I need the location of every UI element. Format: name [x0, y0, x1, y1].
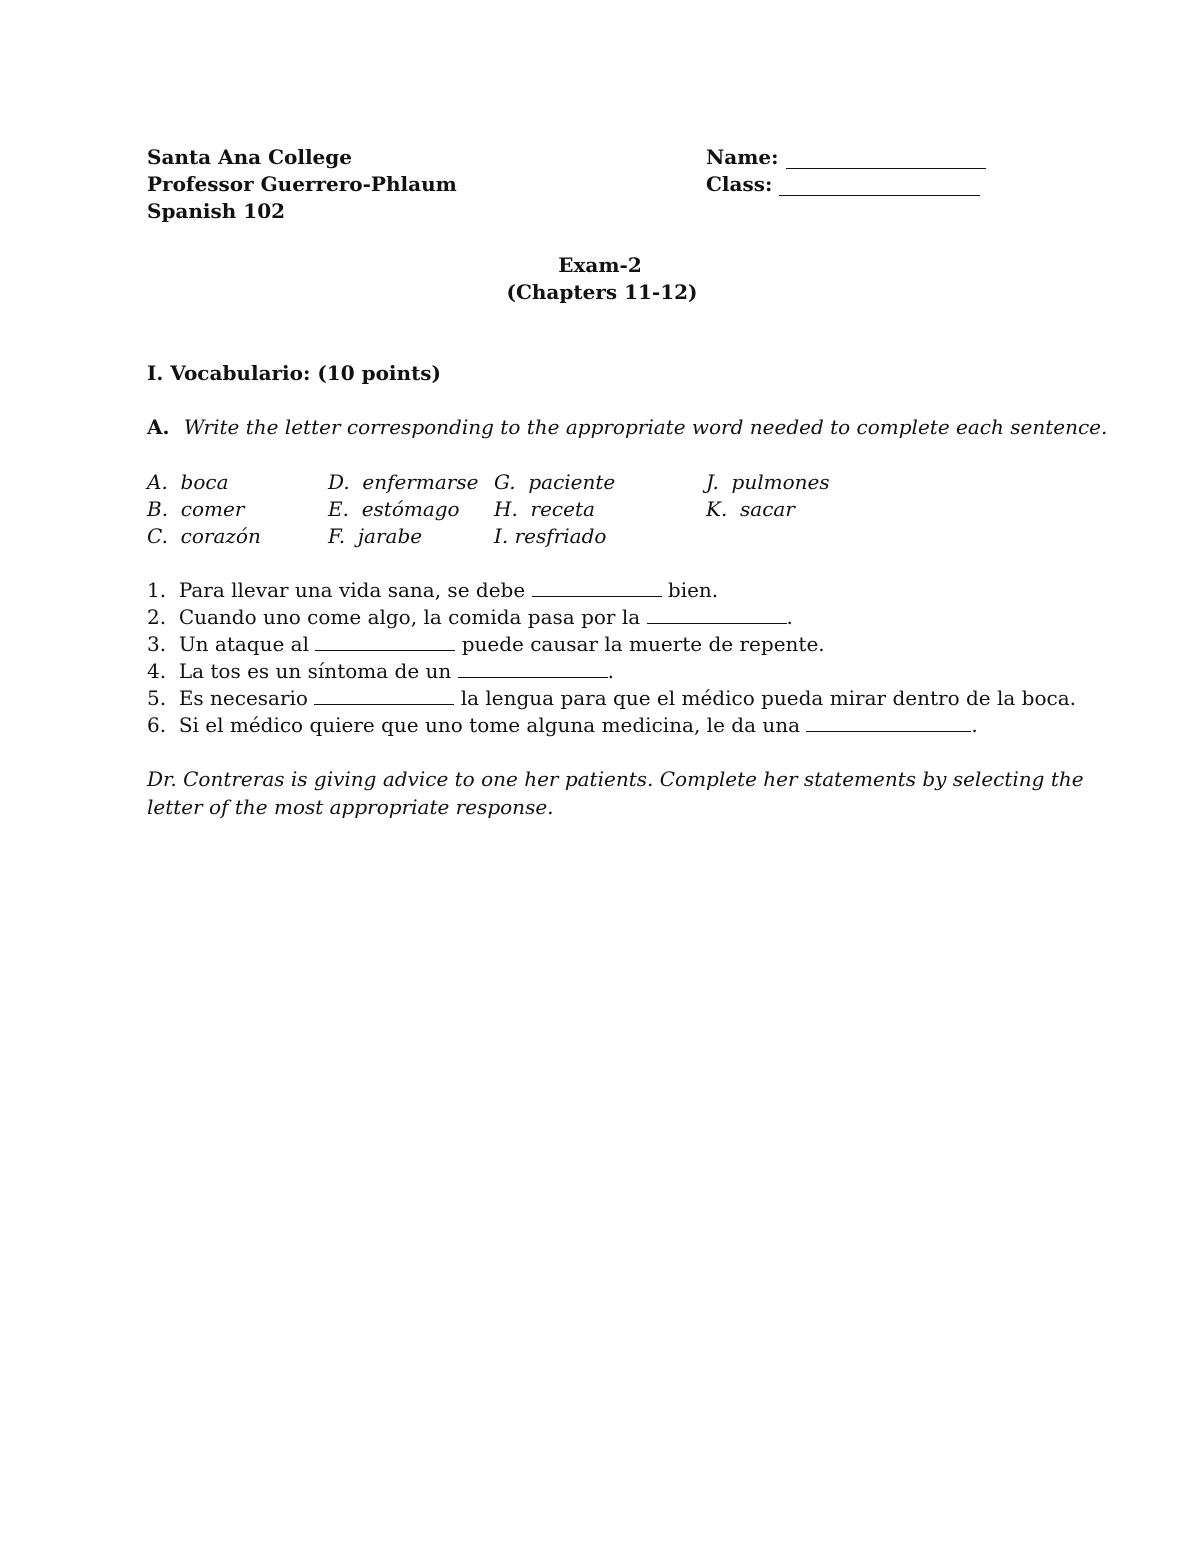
answer-blank[interactable]: [458, 661, 608, 678]
word-bank-item: G. paciente: [494, 470, 616, 494]
word-bank-item: H. receta: [494, 497, 595, 521]
question-6: 6. Si el médico quiere que uno tome alguna medicina, le da una .: [147, 713, 978, 737]
part-a-letter: A.: [147, 415, 170, 439]
class-label: Class:: [706, 172, 773, 196]
word-bank-item: B. comer: [147, 497, 245, 521]
word-bank-item: I. resfriado: [494, 524, 607, 548]
question-5: 5. Es necesario la lengua para que el médico pueda mirar dentro de la boca.: [147, 686, 1076, 710]
answer-blank[interactable]: [532, 580, 662, 597]
word-bank-item: K. sacar: [706, 497, 795, 521]
answer-blank[interactable]: [315, 634, 455, 651]
class-field[interactable]: [779, 177, 980, 201]
instructions-text: Write the letter corresponding to the appropriate word needed to complete each sentence.: [183, 415, 1108, 439]
exam-chapters: (Chapters 11-12): [506, 280, 698, 304]
word-bank-item: C. corazón: [147, 524, 261, 548]
exam-title: Exam-2: [558, 253, 642, 277]
word-bank-item: E. estómago: [328, 497, 460, 521]
name-field[interactable]: [786, 150, 986, 174]
word-bank-item: D. enfermarse: [328, 470, 479, 494]
name-label: Name:: [706, 145, 779, 169]
word-bank-item: J. pulmones: [706, 470, 830, 494]
word-bank-item: A. boca: [147, 470, 229, 494]
question-3: 3. Un ataque al puede causar la muerte de repente.: [147, 632, 825, 656]
professor-name: Professor Guerrero-Phlaum: [147, 172, 457, 196]
word-bank-item: F. jarabe: [328, 524, 423, 548]
question-2: 2. Cuando uno come algo, la comida pasa por la .: [147, 605, 793, 629]
school-name: Santa Ana College: [147, 145, 352, 169]
answer-blank[interactable]: [647, 607, 787, 624]
section-heading: I. Vocabulario: (10 points): [147, 361, 442, 385]
question-1: 1. Para llevar una vida sana, se debe bien.: [147, 578, 719, 602]
part-b-instructions-line2: letter of the most appropriate response.: [147, 795, 554, 819]
course-name: Spanish 102: [147, 199, 286, 223]
part-b-instructions-line1: Dr. Contreras is giving advice to one her patients. Complete her statements by selecting the: [147, 767, 1084, 791]
instructions: [147, 415, 1107, 439]
answer-blank[interactable]: [314, 688, 454, 705]
question-4: 4. La tos es un síntoma de un .: [147, 659, 614, 683]
answer-blank[interactable]: [806, 715, 971, 732]
